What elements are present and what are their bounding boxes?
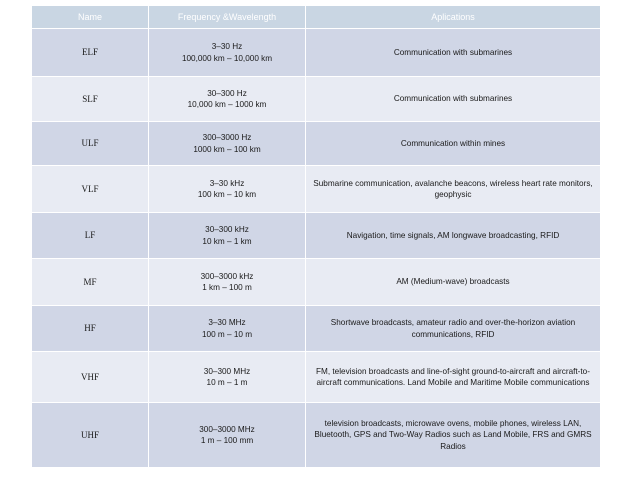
header-applications: Aplications xyxy=(306,6,601,29)
band-wavelength: 10,000 km – 1000 km xyxy=(187,100,267,109)
header-row xyxy=(32,6,601,29)
band-applications: Communication with submarines xyxy=(306,29,601,77)
band-frequency: 3–30 kHz xyxy=(209,178,245,188)
band-name: HF xyxy=(32,306,149,352)
band-name: SLF xyxy=(32,77,149,122)
band-frequency-cell xyxy=(149,122,306,166)
band-wavelength: 1 km – 100 m xyxy=(202,283,252,292)
table-row xyxy=(32,166,601,213)
band-applications: television broadcasts, microwave ovens, mobile phones, wireless LAN, Bluetooth, GPS and Two-Way Radios such as Land Mobile, FRS and GMRS Radios xyxy=(306,403,601,468)
band-applications: AM (Medium-wave) broadcasts xyxy=(306,259,601,306)
band-frequency-cell xyxy=(149,29,306,77)
band-name: ELF xyxy=(32,29,149,77)
band-wavelength: 100 km – 10 km xyxy=(197,190,257,199)
band-applications: Navigation, time signals, AM longwave broadcasting, RFID xyxy=(306,213,601,259)
table-row xyxy=(32,29,601,77)
table-row xyxy=(32,403,601,468)
band-name: ULF xyxy=(32,122,149,166)
band-frequency-cell xyxy=(149,77,306,122)
table-row xyxy=(32,306,601,352)
band-wavelength: 1 m – 100 mm xyxy=(200,436,254,445)
band-applications: Communication within mines xyxy=(306,122,601,166)
band-wavelength: 10 m – 1 m xyxy=(206,378,248,387)
band-name: LF xyxy=(32,213,149,259)
band-frequency-cell xyxy=(149,213,306,259)
band-name: UHF xyxy=(32,403,149,468)
header-frequency-wavelength: Frequency &Wavelength xyxy=(149,6,306,29)
band-wavelength: 100 m – 10 m xyxy=(201,329,253,339)
header-name: Name xyxy=(32,6,149,29)
table-row xyxy=(32,352,601,403)
band-frequency: 3–30 Hz xyxy=(211,42,243,52)
table-header xyxy=(32,6,601,29)
band-frequency: 30–300 MHz xyxy=(203,366,251,376)
band-name: MF xyxy=(32,259,149,306)
band-frequency-cell xyxy=(149,403,306,468)
band-frequency: 300–3000 Hz xyxy=(202,133,252,143)
band-frequency: 30–300 Hz xyxy=(207,88,247,98)
band-applications: FM, television broadcasts and line-of-sight ground-to-aircraft and aircraft-to-aircraft communications. Land Mobile and Maritime Mobile communications xyxy=(306,352,601,403)
table-row xyxy=(32,259,601,306)
band-name: VLF xyxy=(32,166,149,213)
band-applications: Communication with submarines xyxy=(306,77,601,122)
band-frequency-cell xyxy=(149,306,306,352)
table-row xyxy=(32,213,601,259)
band-frequency-cell xyxy=(149,166,306,213)
radio-bands-table xyxy=(31,5,601,468)
band-frequency: 300–3000 kHz xyxy=(200,271,254,281)
band-name: VHF xyxy=(32,352,149,403)
band-frequency: 3–30 MHz xyxy=(208,318,246,328)
band-wavelength: 1000 km – 100 km xyxy=(193,144,261,154)
band-frequency: 300–3000 MHz xyxy=(199,424,255,434)
band-wavelength: 100,000 km – 10,000 km xyxy=(181,53,273,63)
band-applications: Shortwave broadcasts, amateur radio and over-the-horizon aviation communications, RFID xyxy=(306,306,601,352)
table-row xyxy=(32,77,601,122)
band-frequency-cell xyxy=(149,352,306,403)
band-wavelength: 10 km – 1 km xyxy=(202,236,252,246)
band-frequency-cell xyxy=(149,259,306,306)
band-frequency: 30–300 kHz xyxy=(205,225,249,235)
table-body xyxy=(32,29,601,468)
table-row xyxy=(32,122,601,166)
band-applications: Submarine communication, avalanche beacons, wireless heart rate monitors, geophysic xyxy=(306,166,601,213)
